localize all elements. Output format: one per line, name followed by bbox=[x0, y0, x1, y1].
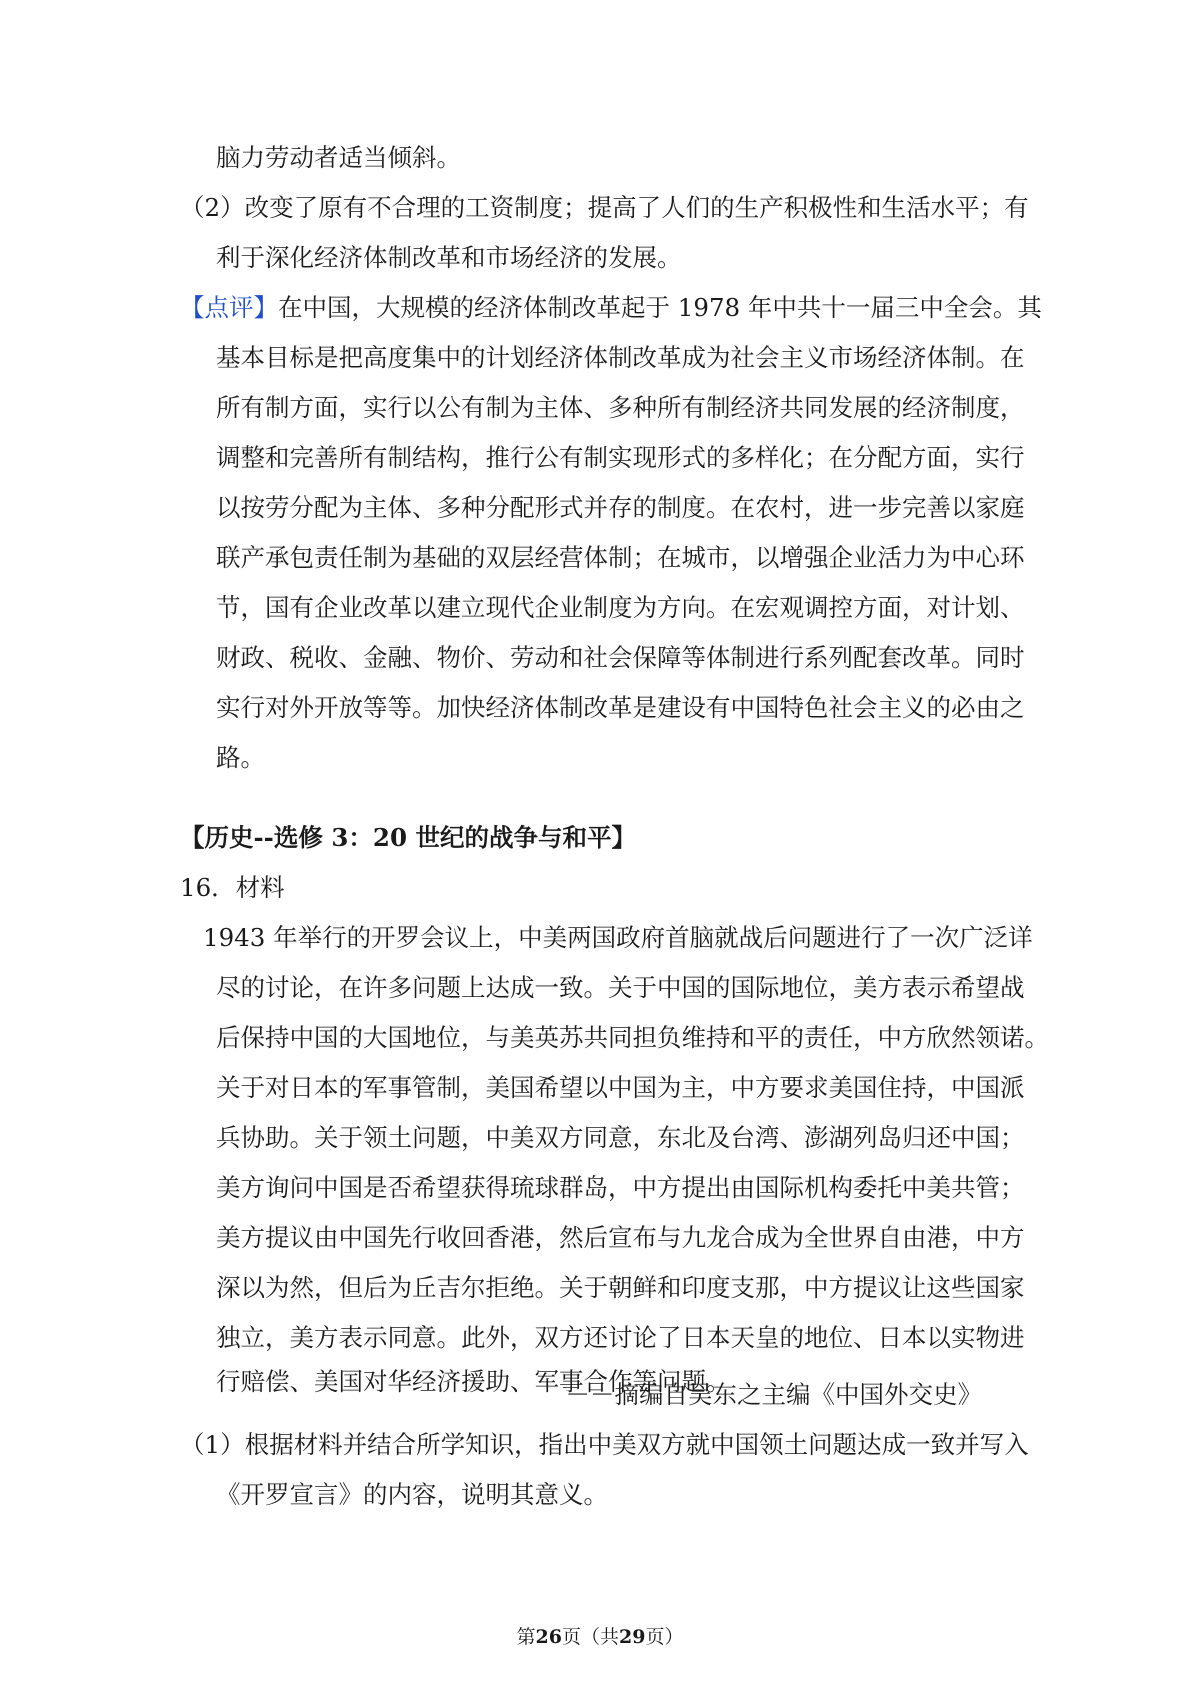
subquestion-1-line-1: （1）根据材料并结合所学知识，指出中美双方就中国领土问题达成一致并写入 bbox=[180, 1430, 1029, 1459]
comment-line: 联产承包责任制为基础的双层经营体制；在城市，以增强企业活力为中心环 bbox=[216, 543, 1025, 572]
material-line: 尽的讨论，在许多问题上达成一致。关于中国的国际地位，美方表示希望战 bbox=[216, 973, 1025, 1002]
footer-suffix: 页） bbox=[645, 1626, 684, 1648]
question-number: 16．材料 bbox=[180, 873, 285, 902]
comment-line: 调整和完善所有制结构，推行公有制实现形式的多样化；在分配方面，实行 bbox=[216, 443, 1025, 472]
comment-line: 路。 bbox=[216, 743, 265, 772]
comment-tag: 【点评】 bbox=[180, 293, 278, 322]
footer-prefix: 第 bbox=[516, 1626, 536, 1648]
answer2-line-2: 利于深化经济体制改革和市场经济的发展。 bbox=[216, 243, 682, 272]
comment-line: 实行对外开放等等。加快经济体制改革是建设有中国特色社会主义的必由之 bbox=[216, 693, 1025, 722]
page-footer bbox=[0, 1623, 1200, 1651]
material-line: 独立，美方表示同意。此外，双方还讨论了日本天皇的地位、日本以实物进 bbox=[216, 1323, 1025, 1352]
material-first-line: 1943 年举行的开罗会议上，中美两国政府首脑就战后问题进行了一次广泛详 bbox=[203, 923, 1033, 952]
material-source: －－摘编自吴东之主编《中国外交史》 bbox=[565, 1380, 982, 1409]
comment-first-line bbox=[180, 288, 1042, 328]
material-line: 深以为然，但后为丘吉尔拒绝。关于朝鲜和印度支那，中方提议让这些国家 bbox=[216, 1273, 1025, 1302]
comment-line: 基本目标是把高度集中的计划经济体制改革成为社会主义市场经济体制。在 bbox=[216, 343, 1025, 372]
material-line: 行赔偿、美国对华经济援助、军事合作等问题。 bbox=[216, 1367, 731, 1396]
comment-first-text: 在中国，大规模的经济体制改革起于 1978 年中共十一届三中全会。其 bbox=[278, 293, 1042, 322]
material-line: 后保持中国的大国地位，与美英苏共同担负维持和平的责任，中方欣然领诺。 bbox=[216, 1023, 1049, 1052]
comment-line: 节，国有企业改革以建立现代企业制度为方向。在宏观调控方面，对计划、 bbox=[216, 593, 1025, 622]
subquestion-1-line-2: 《开罗宣言》的内容，说明其意义。 bbox=[216, 1480, 608, 1509]
answer2-line-1: （2）改变了原有不合理的工资制度；提高了人们的生产积极性和生活水平；有 bbox=[180, 193, 1029, 222]
footer-current-page: 26 bbox=[535, 1626, 562, 1648]
material-line: 兵协助。关于领土问题，中美双方同意，东北及台湾、澎湖列岛归还中国； bbox=[216, 1123, 1025, 1152]
material-line: 美方询问中国是否希望获得琉球群岛，中方提出由国际机构委托中美共管； bbox=[216, 1173, 1025, 1202]
section-title: 【历史--选修 3：20 世纪的战争与和平】 bbox=[180, 823, 637, 852]
footer-total-pages: 29 bbox=[619, 1626, 646, 1648]
answer-tail-line: 脑力劳动者适当倾斜。 bbox=[216, 143, 461, 172]
comment-line: 财政、税收、金融、物价、劳动和社会保障等体制进行系列配套改革。同时 bbox=[216, 643, 1025, 672]
material-line: 美方提议由中国先行收回香港，然后宣布与九龙合成为全世界自由港，中方 bbox=[216, 1223, 1025, 1252]
footer-middle: 页（共 bbox=[561, 1626, 619, 1648]
comment-line: 所有制方面，实行以公有制为主体、多种所有制经济共同发展的经济制度， bbox=[216, 393, 1025, 422]
comment-line: 以按劳分配为主体、多种分配形式并存的制度。在农村，进一步完善以家庭 bbox=[216, 493, 1025, 522]
material-line: 关于对日本的军事管制，美国希望以中国为主，中方要求美国住持，中国派 bbox=[216, 1073, 1025, 1102]
